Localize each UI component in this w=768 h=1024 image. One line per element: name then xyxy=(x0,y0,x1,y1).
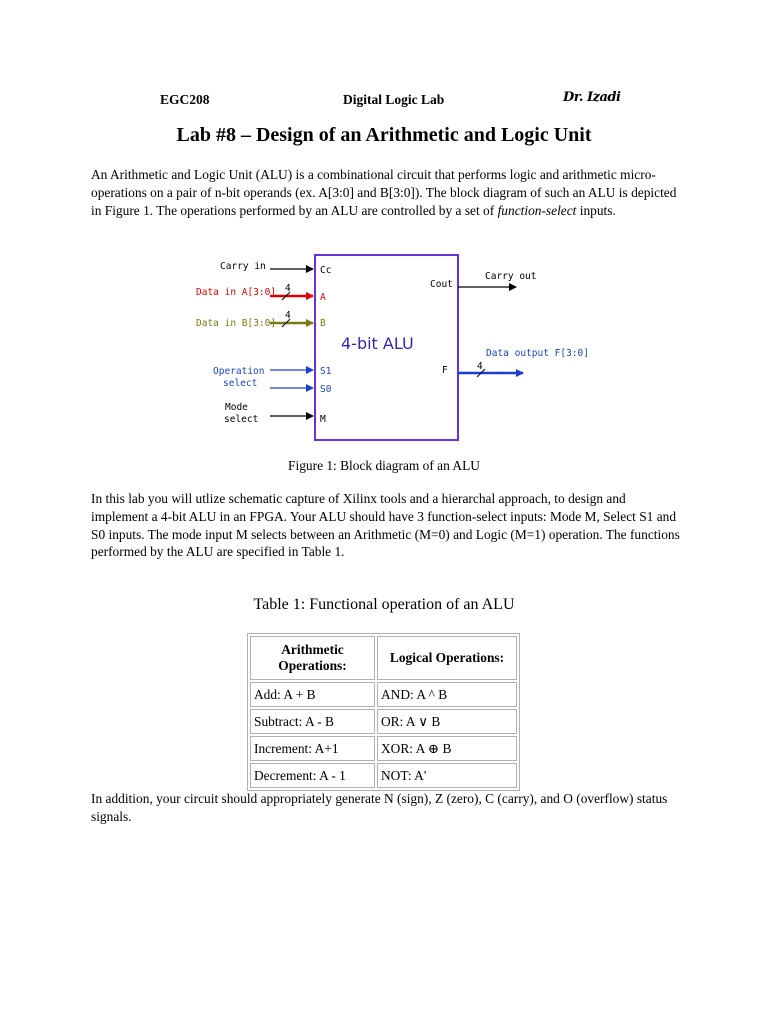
port-s0: S0 xyxy=(320,384,332,395)
figure-caption: Figure 1: Block diagram of an ALU xyxy=(288,458,480,473)
arithmetic-op-cell: Increment: A+1 xyxy=(250,736,375,761)
port-a: A xyxy=(320,292,326,303)
status-signals-paragraph: In addition, your circuit should appropriately generate N (sign), Z (zero), C (carry), and O (overflow) status signals. xyxy=(91,791,668,824)
port-cc: Cc xyxy=(320,265,332,276)
table-row xyxy=(250,682,517,707)
intro-italic-term: function-select xyxy=(497,202,577,218)
operations-table xyxy=(247,633,520,791)
logical-op-cell: NOT: A' xyxy=(377,763,517,788)
header-course: EGC208 xyxy=(160,92,210,107)
header-lab-name: Digital Logic Lab xyxy=(343,92,445,107)
table-row xyxy=(250,763,517,788)
data-output-bus-width: 4 xyxy=(477,361,483,372)
table-row xyxy=(250,736,517,761)
intro-text-end: inputs. xyxy=(576,202,616,218)
port-b: B xyxy=(320,318,326,329)
data-in-b-label: Data in B[3:0] xyxy=(196,318,277,329)
port-m: M xyxy=(320,414,326,425)
mode-select-label-1: Mode xyxy=(225,402,248,413)
intro-text: An Arithmetic and Logic Unit (ALU) is a combinational circuit that performs logic and arithmetic micro-operations on a pair of n-bit operands (ex. A[3:0] and B[3:0]). The block diagram of such an ALU is depicted in Figure 1. The operations performed by an ALU are controlled by a set of xyxy=(91,167,677,218)
lab-description-paragraph: In this lab you will utlize schematic capture of Xilinx tools and a hierarchal approach, to design and implement a 4-bit ALU in an FPGA. Your ALU should have 3 function-select inputs: Mode M, Select S1 and S0 inputs. The mode input M selects between an Arithmetic (M=0) and Logic (M=1) operation. The functions performed by the ALU are specified in Table 1. xyxy=(91,491,680,560)
data-in-a-label: Data in A[3:0] xyxy=(196,287,277,298)
arithmetic-op-cell: Subtract: A - B xyxy=(250,709,375,734)
page-title: Lab #8 – Design of an Arithmetic and Logic Unit xyxy=(176,124,592,146)
port-f: F xyxy=(442,365,448,376)
port-s1: S1 xyxy=(320,366,332,377)
operation-select-label-2: select xyxy=(223,378,258,389)
table-header-row xyxy=(250,636,517,680)
logical-op-cell: XOR: A ⊕ B xyxy=(377,736,517,761)
logical-header: Logical Operations: xyxy=(377,636,517,680)
port-cout: Cout xyxy=(430,279,453,290)
operation-select-label-1: Operation xyxy=(213,366,265,377)
table-row xyxy=(250,709,517,734)
arithmetic-op-cell: Add: A + B xyxy=(250,682,375,707)
alu-block-diagram xyxy=(190,250,590,446)
logical-op-cell: OR: A ∨ B xyxy=(377,709,517,734)
instructor-signature: Dr. Izadi xyxy=(563,90,621,105)
arithmetic-op-cell: Decrement: A - 1 xyxy=(250,763,375,788)
mode-select-label-2: select xyxy=(224,414,259,425)
data-b-bus-width: 4 xyxy=(285,310,291,321)
carry-in-label: Carry in xyxy=(220,261,266,272)
alu-block-label: 4-bit ALU xyxy=(341,334,414,353)
intro-paragraph xyxy=(91,166,681,219)
table-caption: Table 1: Functional operation of an ALU xyxy=(253,596,515,613)
data-a-bus-width: 4 xyxy=(285,283,291,294)
logical-op-cell: AND: A ^ B xyxy=(377,682,517,707)
data-output-label: Data output F[3:0] xyxy=(486,348,589,359)
carry-out-label: Carry out xyxy=(485,271,537,282)
arithmetic-header: Arithmetic Operations: xyxy=(250,636,375,680)
